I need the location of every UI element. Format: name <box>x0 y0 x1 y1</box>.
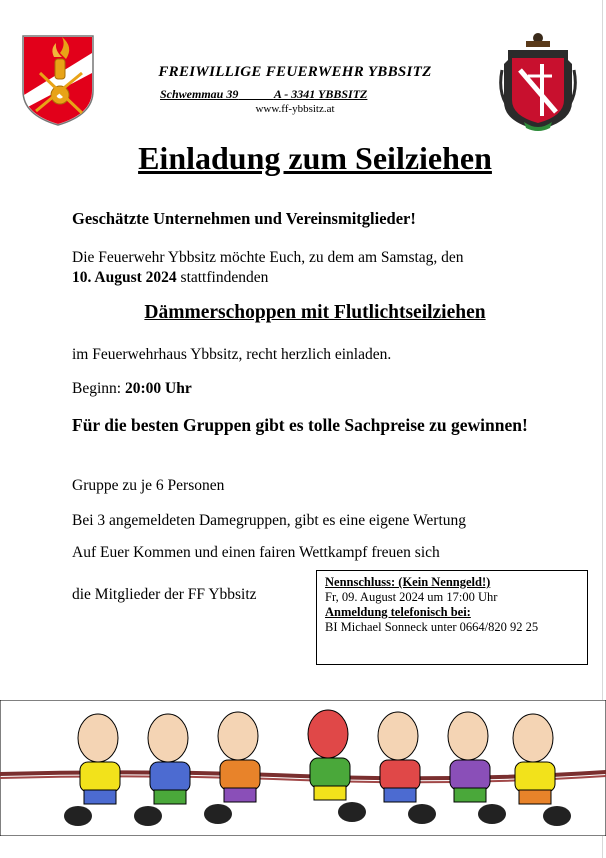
phone-label: Anmeldung telefonisch bei: <box>325 605 471 619</box>
organization-name: FREIWILLIGE FEUERWEHR YBBSITZ <box>158 64 432 80</box>
street: Schwemmau 39 <box>160 87 239 101</box>
deadline-label: Nennschluss: (Kein Nenngeld!) <box>325 575 491 589</box>
fire-brigade-emblem-icon <box>20 33 96 127</box>
organization-address <box>160 87 435 102</box>
start-label: Beginn: <box>72 380 125 397</box>
event-date: 10. August 2024 <box>72 269 177 286</box>
event-name: Dämmerschoppen mit Flutlichtseilziehen <box>144 302 486 323</box>
tug-of-war-cartoon <box>0 700 606 836</box>
deadline: Fr, 09. August 2024 um 17:00 Uhr <box>325 590 498 604</box>
website-link[interactable]: www.ff-ybbsitz.at <box>255 103 335 115</box>
group-size: Gruppe zu je 6 Personen <box>72 477 225 494</box>
ladies-rule: Bei 3 angemeldeten Damegruppen, gibt es eine eigene Wertung <box>72 512 467 529</box>
signoff: die Mitglieder der FF Ybbsitz <box>72 586 257 603</box>
prize-announcement: Für die besten Gruppen gibt es tolle Sachpreise zu gewinnen! <box>72 415 528 435</box>
start-time-value: 20:00 Uhr <box>124 380 192 397</box>
contact: BI Michael Sonneck unter 0664/820 92 25 <box>325 620 539 634</box>
intro-paragraph <box>72 248 552 288</box>
welcome-text: Auf Euer Kommen und einen fairen Wettkampf freuen sich <box>72 544 440 561</box>
greeting: Geschätzte Unternehmen und Vereinsmitglieder! <box>72 209 416 228</box>
page-title: Einladung zum Seilziehen <box>138 140 492 176</box>
postcode-city: A - 3341 YBBSITZ <box>273 87 368 101</box>
invite-text: im Feuerwehrhaus Ybbsitz, recht herzlich einladen. <box>72 346 392 363</box>
start-time <box>72 379 192 399</box>
intro-text-after: stattfindenden <box>176 269 269 286</box>
intro-text: Die Feuerwehr Ybbsitz möchte Euch, zu dem am Samstag, den <box>72 249 464 266</box>
town-coat-of-arms-icon <box>498 30 578 134</box>
registration-box <box>316 570 588 665</box>
